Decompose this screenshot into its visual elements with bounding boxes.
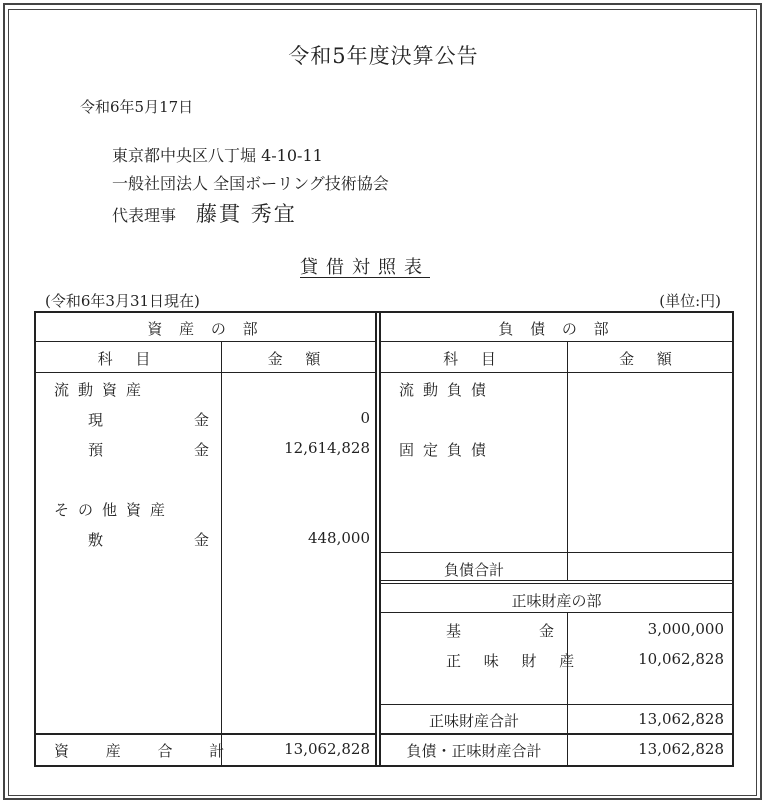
assets-total-label: 資 産 合 計 — [54, 742, 241, 760]
representative — [112, 198, 297, 228]
liab-col-divider-bottom — [567, 613, 568, 765]
liab-total-bottom-line-1 — [381, 580, 732, 581]
center-divider-left — [375, 313, 377, 765]
liab-total-bottom-line-2 — [381, 583, 732, 584]
cash-label: 現 — [88, 411, 104, 429]
fund-label-2: 金 — [539, 622, 555, 640]
net-assets-section-label: 正味財産の部 — [511, 592, 602, 610]
assets-total-value: 13,062,828 — [284, 740, 370, 758]
security-deposit-label-2: 金 — [194, 531, 210, 549]
assets-header-line — [36, 341, 375, 342]
grand-total-value: 13,062,828 — [638, 740, 724, 758]
other-assets-label: その他資産 — [54, 501, 175, 519]
assets-total-line — [36, 733, 375, 735]
address: 東京都中央区八丁堀 4-10-11 — [112, 146, 323, 165]
current-assets-label: 流動資産 — [54, 381, 151, 399]
organization-name: 一般社団法人 全国ボーリング技術協会 — [112, 174, 389, 193]
balance-sheet-title: 貸借対照表 — [300, 257, 430, 278]
assets-colhead-line — [36, 372, 375, 373]
page-title: 令和5年度決算公告 — [288, 44, 479, 68]
fixed-liabilities-label: 固定負債 — [399, 441, 496, 459]
liabilities-section-label: 負 債 の 部 — [498, 320, 615, 338]
cash-value: 0 — [360, 409, 370, 427]
deposit-label: 預 — [88, 441, 104, 459]
fund-value: 3,000,000 — [647, 620, 724, 638]
assets-col-divider — [221, 342, 222, 765]
assets-col-amount: 金 額 — [267, 350, 330, 368]
net-assets-total-value: 13,062,828 — [638, 710, 724, 728]
representative-name: 藤貫 秀宜 — [196, 202, 297, 226]
fund-label: 基 — [446, 622, 462, 640]
announcement-date: 令和6年5月17日 — [80, 98, 194, 116]
current-liabilities-label: 流動負債 — [399, 381, 496, 399]
net-assets-header-line — [381, 612, 732, 613]
balance-sheet-table — [34, 311, 734, 767]
grand-total-label: 負債・正味財産合計 — [406, 742, 542, 760]
net-assets-value: 10,062,828 — [638, 650, 724, 668]
liab-col-amount: 金 額 — [619, 350, 681, 368]
currency-unit: (単位:円) — [659, 292, 721, 310]
grand-total-line — [381, 733, 732, 735]
assets-section-label: 資 産 の 部 — [147, 320, 264, 338]
liabilities-total-label: 負債合計 — [443, 561, 504, 579]
net-assets-total-top-line — [381, 704, 732, 705]
as-of-date: (令和6年3月31日現在) — [45, 292, 200, 310]
net-assets-total-label: 正味財産合計 — [428, 712, 519, 730]
liab-colhead-line — [381, 372, 732, 373]
liab-total-top-line — [381, 552, 732, 553]
liab-header-line — [381, 341, 732, 342]
liab-col-item: 科 目 — [443, 350, 505, 368]
deposit-value: 12,614,828 — [284, 439, 370, 457]
deposit-label-2: 金 — [194, 441, 210, 459]
net-assets-label: 正 味 財 産 — [446, 652, 584, 670]
liab-col-divider-top — [567, 342, 568, 581]
security-deposit-value: 448,000 — [307, 529, 370, 547]
center-divider-right — [379, 313, 381, 765]
representative-title: 代表理事 — [112, 206, 177, 225]
assets-col-item: 科 目 — [97, 350, 160, 368]
cash-label-2: 金 — [194, 411, 210, 429]
security-deposit-label: 敷 — [88, 531, 104, 549]
